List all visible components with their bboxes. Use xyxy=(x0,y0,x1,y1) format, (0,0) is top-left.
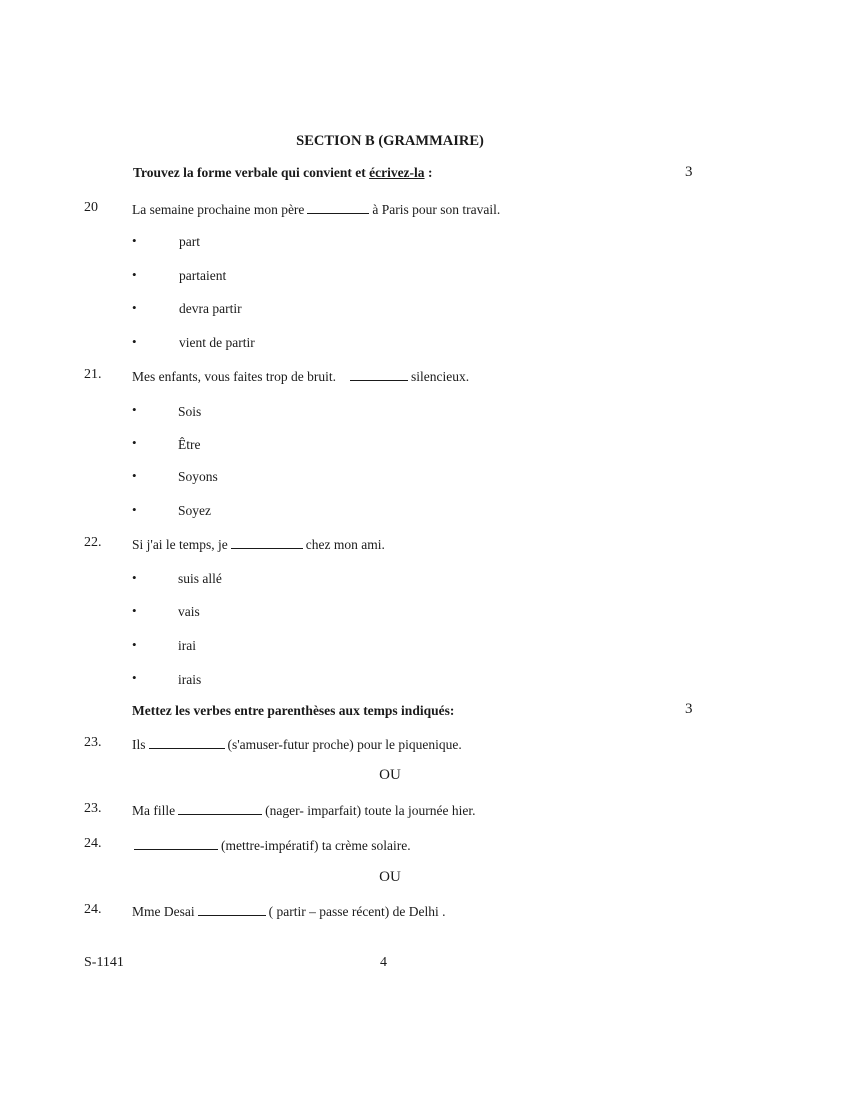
option-21-4: Soyez xyxy=(178,503,211,518)
option-22-3: irai xyxy=(178,638,196,653)
bullet-icon: • xyxy=(132,570,137,585)
question-21-text xyxy=(132,369,469,385)
question-20-text xyxy=(132,202,500,218)
question-number-22: 22. xyxy=(84,535,102,550)
section-title: SECTION B (GRAMMAIRE) xyxy=(296,133,484,149)
question-24b-text xyxy=(132,904,446,920)
question-24a-after: (mettre-impératif) ta crème solaire. xyxy=(221,838,411,853)
option-22-1: suis allé xyxy=(178,571,222,586)
question-21-after: silencieux. xyxy=(410,369,470,384)
question-22-before: Si j'ai le temps, je xyxy=(132,537,228,552)
footer-code: S-1141 xyxy=(84,955,124,970)
option-20-2: partaient xyxy=(179,268,227,283)
question-22-text xyxy=(132,537,385,553)
instruction-part1-suffix: : xyxy=(424,165,433,180)
question-23b-before: Ma fille xyxy=(132,803,176,818)
question-number-23b: 23. xyxy=(84,801,102,816)
bullet-icon: • xyxy=(132,402,137,417)
question-20-after: à Paris pour son travail. xyxy=(372,202,501,217)
bullet-icon: • xyxy=(132,637,137,652)
bullet-icon: • xyxy=(132,435,137,450)
question-23a-text xyxy=(132,737,462,753)
marks-part2: 3 xyxy=(685,701,693,717)
option-21-1: Sois xyxy=(178,404,202,419)
option-20-4: vient de partir xyxy=(179,335,255,350)
question-23a-after: (s'amuser-futur proche) pour le piquenique. xyxy=(227,737,462,752)
option-20-3: devra partir xyxy=(179,301,242,316)
question-23b-after: (nager- imparfait) toute la journée hier. xyxy=(265,803,476,818)
bullet-icon: • xyxy=(132,468,137,483)
bullet-icon: • xyxy=(132,502,137,517)
question-24b-before: Mme Desai xyxy=(132,904,195,919)
or-separator-1: OU xyxy=(379,767,401,783)
instruction-part1-prefix: Trouvez la forme verbale qui convient et xyxy=(133,165,370,180)
bullet-icon: • xyxy=(132,334,137,349)
question-20-before: La semaine prochaine mon père xyxy=(132,202,305,217)
option-22-4: irais xyxy=(178,672,202,687)
option-22-2: vais xyxy=(178,604,200,619)
answer-blank xyxy=(198,904,266,916)
question-23a-before: Ils xyxy=(132,737,146,752)
question-23b-text xyxy=(132,803,476,819)
question-number-21: 21. xyxy=(84,367,102,382)
question-24a-text xyxy=(132,838,411,854)
option-20-1: part xyxy=(179,234,200,249)
instruction-part2: Mettez les verbes entre parenthèses aux temps indiqués: xyxy=(132,703,455,718)
page-number: 4 xyxy=(380,955,387,970)
or-separator-2: OU xyxy=(379,869,401,885)
answer-blank xyxy=(307,202,369,214)
bullet-icon: • xyxy=(132,267,137,282)
answer-blank xyxy=(178,803,262,815)
question-22-after: chez mon ami. xyxy=(305,537,385,552)
option-21-3: Soyons xyxy=(178,469,218,484)
instruction-part1 xyxy=(133,165,432,181)
answer-blank xyxy=(134,838,218,850)
question-number-24b: 24. xyxy=(84,902,102,917)
question-number-20: 20 xyxy=(84,200,98,215)
bullet-icon: • xyxy=(132,670,137,685)
question-number-23a: 23. xyxy=(84,735,102,750)
answer-blank xyxy=(231,537,303,549)
marks-part1: 3 xyxy=(685,164,693,180)
bullet-icon: • xyxy=(132,603,137,618)
question-24b-after: ( partir – passe récent) de Delhi . xyxy=(268,904,446,919)
option-21-2: Être xyxy=(178,437,201,452)
instruction-part1-underlined: écrivez-la xyxy=(369,165,425,180)
bullet-icon: • xyxy=(132,300,137,315)
answer-blank xyxy=(149,737,225,749)
question-number-24a: 24. xyxy=(84,836,102,851)
answer-blank xyxy=(350,369,408,381)
bullet-icon: • xyxy=(132,233,137,248)
question-21-before: Mes enfants, vous faites trop de bruit. xyxy=(132,369,336,384)
